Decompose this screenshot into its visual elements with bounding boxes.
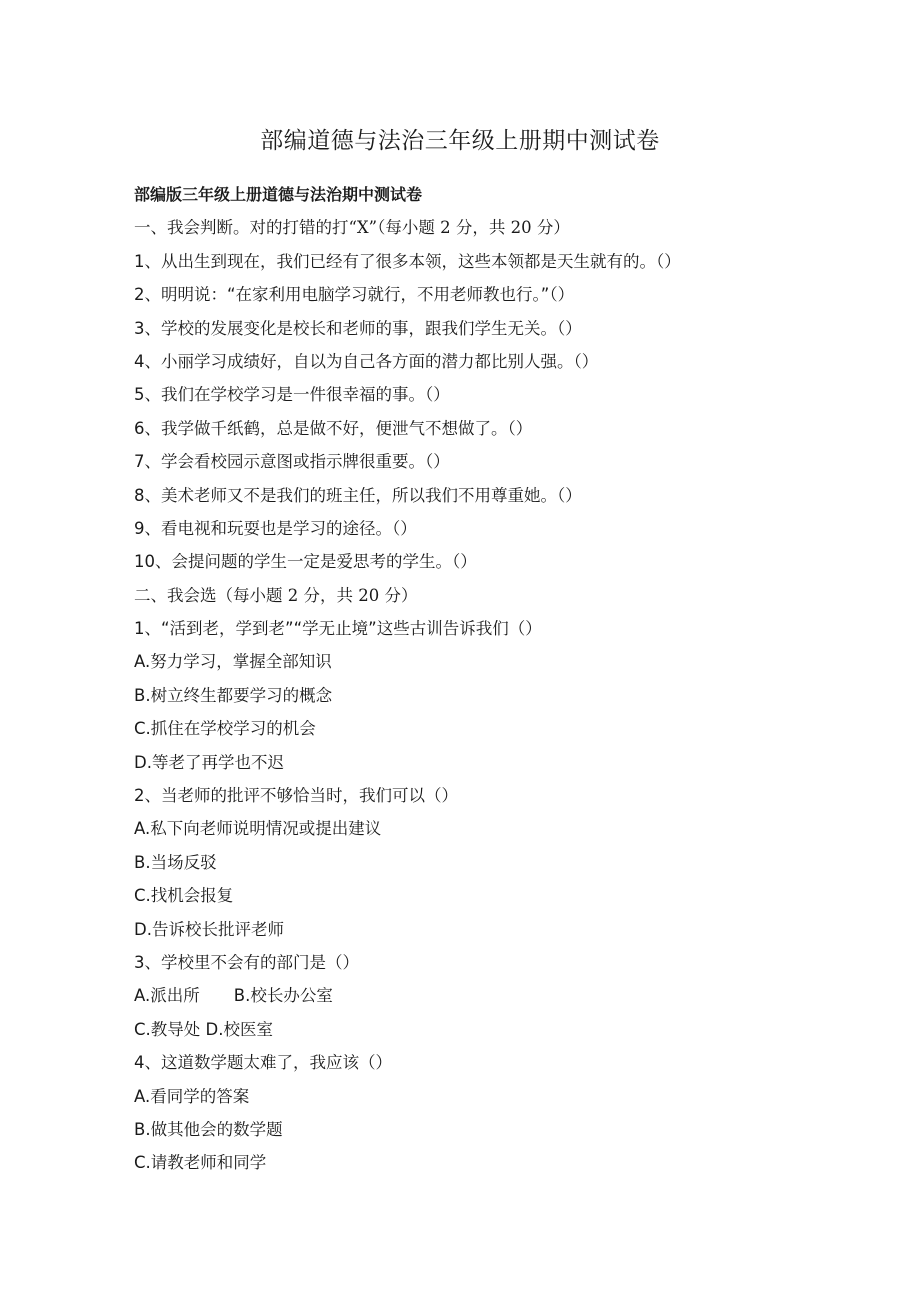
choice-q1-option-d: D.等老了再学也不迟 xyxy=(134,752,284,772)
judge-item-4: 4、小丽学习成绩好，自以为自己各方面的潜力都比别人强。（） xyxy=(134,351,599,371)
choice-q3-options-ab xyxy=(134,979,874,1012)
judge-item-6: 6、我学做千纸鹤，总是做不好，便泄气不想做了。（） xyxy=(134,418,533,438)
choice-q1-option-a: A.努力学习，掌握全部知识 xyxy=(134,652,332,672)
judge-item-10: 10、会提问题的学生一定是爱思考的学生。（） xyxy=(134,552,477,572)
judge-item-9: 9、看电视和玩耍也是学习的途径。（） xyxy=(134,518,417,538)
judge-item-7: 7、学会看校园示意图或指示牌很重要。（） xyxy=(134,452,450,472)
choice-q3-option-b: B.校长办公室 xyxy=(233,986,333,1006)
choice-q2-option-a: A.私下向老师说明情况或提出建议 xyxy=(134,819,382,839)
judge-item-8: 8、美术老师又不是我们的班主任，所以我们不用尊重她。（） xyxy=(134,485,582,505)
exam-body xyxy=(134,178,874,1180)
choice-q2-option-b: B.当场反驳 xyxy=(134,852,217,872)
judge-item-3: 3、学校的发展变化是校长和老师的事，跟我们学生无关。（） xyxy=(134,318,582,338)
choice-q4-option-c: C.请教老师和同学 xyxy=(134,1153,267,1173)
part2-heading: 二、我会选（每小题 2 分，共 20 分） xyxy=(134,585,418,605)
choice-q1-option-c: C.抓住在学校学习的机会 xyxy=(134,719,316,739)
choice-q3-option-d: D.校医室 xyxy=(205,1019,273,1039)
choice-q2-stem: 2、当老师的批评不够恰当时，我们可以（） xyxy=(134,786,458,806)
choice-q1-stem: 1、“活到老，学到老”“学无止境”这些古训告诉我们（） xyxy=(134,619,542,639)
part1-heading: 一、我会判断。对的打错的打“X”（每小题 2 分，共 20 分） xyxy=(134,218,570,238)
choice-q3-option-c: C.教导处 xyxy=(134,1019,201,1039)
choice-q3-stem: 3、学校里不会有的部门是（） xyxy=(134,952,359,972)
choice-q2-option-c: C.找机会报复 xyxy=(134,886,234,906)
judge-item-5: 5、我们在学校学习是一件很幸福的事。（） xyxy=(134,385,450,405)
choice-q2-option-d: D.告诉校长批评老师 xyxy=(134,919,284,939)
choice-q1-option-b: B.树立终生都要学习的概念 xyxy=(134,685,333,705)
judge-item-1: 1、从出生到现在，我们已经有了很多本领，这些本领都是天生就有的。（） xyxy=(134,251,681,271)
choice-q3-options-cd xyxy=(134,1013,874,1046)
choice-q4-stem: 4、这道数学题太难了，我应该（） xyxy=(134,1053,392,1073)
document-title: 部编道德与法治三年级上册期中测试卷 xyxy=(260,128,660,154)
document-subtitle: 部编版三年级上册道德与法治期中测试卷 xyxy=(134,185,423,204)
choice-q4-option-b: B.做其他会的数学题 xyxy=(134,1119,283,1139)
choice-q3-option-a: A.派出所 xyxy=(134,986,200,1006)
judge-item-2: 2、明明说：“在家利用电脑学习就行，不用老师教也行。”（） xyxy=(134,285,575,305)
choice-q4-option-a: A.看同学的答案 xyxy=(134,1086,250,1106)
